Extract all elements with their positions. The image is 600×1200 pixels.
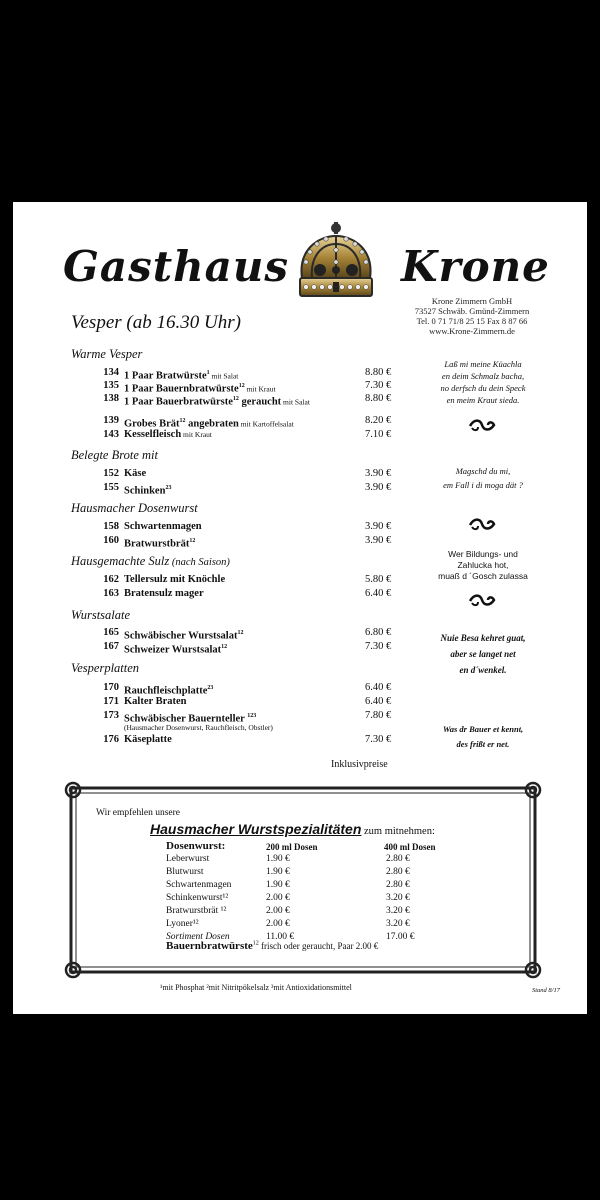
item-number: 176 [103,734,119,745]
item-number: 158 [103,521,119,532]
price-400ml: 3.20 € [386,906,410,916]
price-200ml: 2.00 € [266,919,290,929]
quote-line: en meim Kraut sieda. [446,395,520,405]
section-title-text: Belegte Brote mit [71,448,159,462]
dosenwurst-row [13,879,493,892]
item-number: 134 [103,367,119,378]
menu-item [13,734,413,746]
dosenwurst-row [13,853,493,866]
crown-icon [290,220,382,304]
stand-date: Stand 8/17 [532,987,560,994]
col-400-header: 400 ml Dosen [384,842,436,852]
menu-item [13,482,413,497]
menu-item [13,696,413,708]
item-number: 160 [103,535,119,546]
item-price: 8.20 € [365,415,392,426]
sidebar-quote-4 [413,630,553,678]
quote-line: en d´wenkel. [459,665,507,675]
col-200-header: 200 ml Dosen [266,842,318,852]
item-number: 171 [103,696,119,707]
address-line: Krone Zimmern GmbH [431,296,513,306]
item-number: 163 [103,588,119,599]
section-title-text: Warme Vesper [71,347,143,361]
item-name [124,588,204,600]
wurst-name: Bratwurstbrät ¹² [166,906,227,916]
quote-line: Laß mi meine Küachla [444,359,522,369]
section-title [71,347,142,362]
box-title-suffix: zum mitnehmen: [361,826,435,837]
item-number: 152 [103,468,119,479]
item-name-text: 1 Paar Bauernbratwürste [124,383,239,395]
item-number: 165 [103,627,119,638]
quote-line: des frißt er net. [456,739,510,749]
quote-line: no derfsch du dein Speck [440,383,526,393]
wurst-name: Schwartenmagen [166,880,232,890]
price-400ml: 2.80 € [386,867,410,877]
item-price: 3.90 € [365,535,392,546]
sidebar-quote-1 [413,358,553,406]
price-200ml: 11.00 € [266,932,295,942]
item-name-text: Bratensulz mager [124,588,204,599]
item-name-text: Schwartenmagen [124,521,202,532]
item-name-text: Grobes Brät [124,418,180,430]
menu-item [13,521,413,533]
price-400ml: 3.20 € [386,919,410,929]
menu-item [13,535,413,550]
item-price: 3.90 € [365,468,392,479]
wurst-name: Sortiment Dosen [166,932,230,942]
menu-item [13,627,413,642]
section-title [71,554,230,569]
price-400ml: 3.20 € [386,893,410,903]
quote-line: Magschd du mi, [455,466,511,476]
bauernteller-detail: (Hausmacher Dosenwurst, Rauchfleisch, Obstler) [124,723,273,732]
item-price: 7.30 € [365,380,392,391]
item-name-text: 1 Paar Bratwürste [124,370,207,382]
item-price: 5.80 € [365,574,392,585]
bauern-label: Bauernbratwürste [166,940,253,952]
item-name [124,574,225,586]
item-name [124,734,172,746]
dosenwurst-row [13,918,493,931]
section-title-text: Vesperplatten [71,661,140,675]
item-name [124,535,195,551]
bauernbratwurst-line [166,940,378,952]
additive-marker: 12 [221,644,228,650]
menu-item [13,641,413,656]
item-name-text: Schinken [124,485,166,497]
price-200ml: 1.90 € [266,854,290,864]
item-number: 135 [103,380,119,391]
menu-item [13,429,413,441]
item-name-suffix: geraucht [238,396,282,408]
sidebar-quote-2 [413,464,553,492]
quote-line: Was dr Bauer et kennt, [442,724,524,734]
quote-line: muaß d ´Gosch zulassa [438,571,528,581]
wurst-name: Lyoner¹² [166,919,199,929]
item-price: 7.80 € [365,710,392,721]
quote-line: em Fall i di moga dät ? [443,480,523,490]
bauern-sup: 12 [252,940,259,947]
price-200ml: 2.00 € [266,893,290,903]
item-price: 8.80 € [365,367,392,378]
restaurant-name-left: Gasthaus [63,242,290,291]
menu-item [13,393,413,408]
item-price: 6.40 € [365,588,392,599]
price-200ml: 1.90 € [266,880,290,890]
menu-page [13,202,587,1014]
page-subtitle: Vesper (ab 16.30 Uhr) [71,312,241,333]
additive-marker: 12 [237,630,244,636]
section-title-text: Hausmacher Dosenwurst [71,501,198,515]
dosenwurst-row [13,905,493,918]
section-title-text: Hausgemachte Sulz [71,554,170,568]
item-name-text: Schweizer Wurstsalat [124,644,222,656]
menu-item [13,574,413,586]
item-name [124,482,171,498]
item-name-text: Kalter Braten [124,696,187,707]
item-price: 7.30 € [365,641,392,652]
quote-line: en deim Schmalz bacha, [441,371,525,381]
item-price: 3.90 € [365,482,392,493]
item-name-suffix: angebraten [185,418,239,430]
item-name-text: Käseplatte [124,734,172,745]
item-name [124,393,310,409]
additive-marker: 12 [179,418,186,424]
item-name [124,468,146,480]
item-number: 167 [103,641,119,652]
item-number: 138 [103,393,119,404]
item-note: mit Salat [281,397,310,407]
section-title-note: (nach Saison) [169,557,230,568]
address-line: www.Krone-Zimmern.de [429,326,515,336]
ornament-icon [468,419,498,438]
price-200ml: 1.90 € [266,867,290,877]
dosenwurst-label: Dosenwurst: [166,840,226,852]
box-heading [150,821,435,839]
price-400ml: 2.80 € [386,854,410,864]
item-price: 8.80 € [365,393,392,404]
restaurant-name-right: Krone [401,242,550,291]
item-note: mit Salat [209,371,239,381]
section-title [71,501,198,516]
item-price: 6.40 € [365,682,392,693]
price-200ml: 2.00 € [266,906,290,916]
menu-item [13,588,413,600]
item-note: mit Kraut [181,430,212,439]
additive-marker: 23 [165,485,172,491]
section-title [71,448,158,463]
box-title: Hausmacher Wurstspezialitäten [150,821,362,837]
menu-item [13,367,413,382]
quote-line: Nuie Besa kehret guat, [440,633,526,643]
item-note: mit Kraut [244,384,276,394]
wurst-name: Schinkenwurst¹² [166,893,229,903]
item-name-text: 1 Paar Bauerbratwürste [124,396,233,408]
address-line: 73527 Schwäb. Gmünd-Zimmern [414,306,530,316]
item-name-text: Bratwurstbrät [124,538,190,550]
address-line: Tel. 0 71 71/8 25 15 Fax 8 87 66 [416,316,528,326]
item-name [124,696,187,708]
item-price: 3.90 € [365,521,392,532]
item-price: 6.80 € [365,627,392,638]
additive-marker: 12 [189,538,196,544]
ornament-icon [468,518,498,537]
menu-item [13,710,413,725]
wurst-name: Leberwurst [166,854,210,864]
menu-item [13,415,413,430]
item-number: 173 [103,710,119,721]
item-note: mit Kartoffelsalat [238,419,294,429]
item-name-text: Tellersulz mit Knöchle [124,574,226,585]
wurst-name: Blutwurst [166,867,204,877]
section-title [71,661,139,676]
item-price: 6.40 € [365,696,392,707]
item-number: 162 [103,574,119,585]
inklusivpreise-note: Inklusivpreise [331,759,388,770]
address-block [396,296,548,336]
additive-marker: 12 [232,396,239,402]
menu-item [13,682,413,697]
additive-marker: 12 [238,383,245,389]
section-title [71,608,130,623]
item-name-text: Schwäbischer Bauernteller [124,713,248,725]
footnotes: ¹mit Phosphat ²mit Nitritpökelsalz ³mit Antioxidationsmittel [160,983,352,992]
additive-marker: 123 [247,713,257,719]
item-name-text: Rauchfleischplatte [124,685,208,697]
menu-item [13,380,413,395]
ornament-icon [468,594,498,613]
item-name [124,641,227,657]
item-price: 7.10 € [365,429,392,440]
box-intro: Wir empfehlen unsere [96,808,181,818]
price-400ml: 2.80 € [386,880,410,890]
item-name-text: Kesselfleisch [124,429,182,440]
item-number: 143 [103,429,119,440]
item-number: 155 [103,482,119,493]
quote-line: Wer Bildungs- und [448,549,518,559]
price-400ml: 17.00 € [386,932,415,942]
menu-item [13,468,413,480]
additive-marker: 1 [206,370,210,376]
item-name-text: Schwäbischer Wurstsalat [124,630,238,642]
sidebar-quote-5 [413,722,553,752]
item-number: 139 [103,415,119,426]
quote-line: Zahlucka hot, [457,560,509,570]
dosenwurst-row [13,866,493,879]
item-name-text: Käse [124,468,147,479]
item-number: 170 [103,682,119,693]
item-name [124,521,202,533]
sidebar-quote-3 [413,549,553,582]
section-title-text: Wurstsalate [71,608,131,622]
dosenwurst-row [13,892,493,905]
quote-line: aber se langet net [450,649,516,659]
item-price: 7.30 € [365,734,392,745]
item-name [124,429,212,441]
additive-marker: 23 [207,685,214,691]
bauern-text: frisch oder geraucht, Paar 2.00 € [258,941,379,951]
